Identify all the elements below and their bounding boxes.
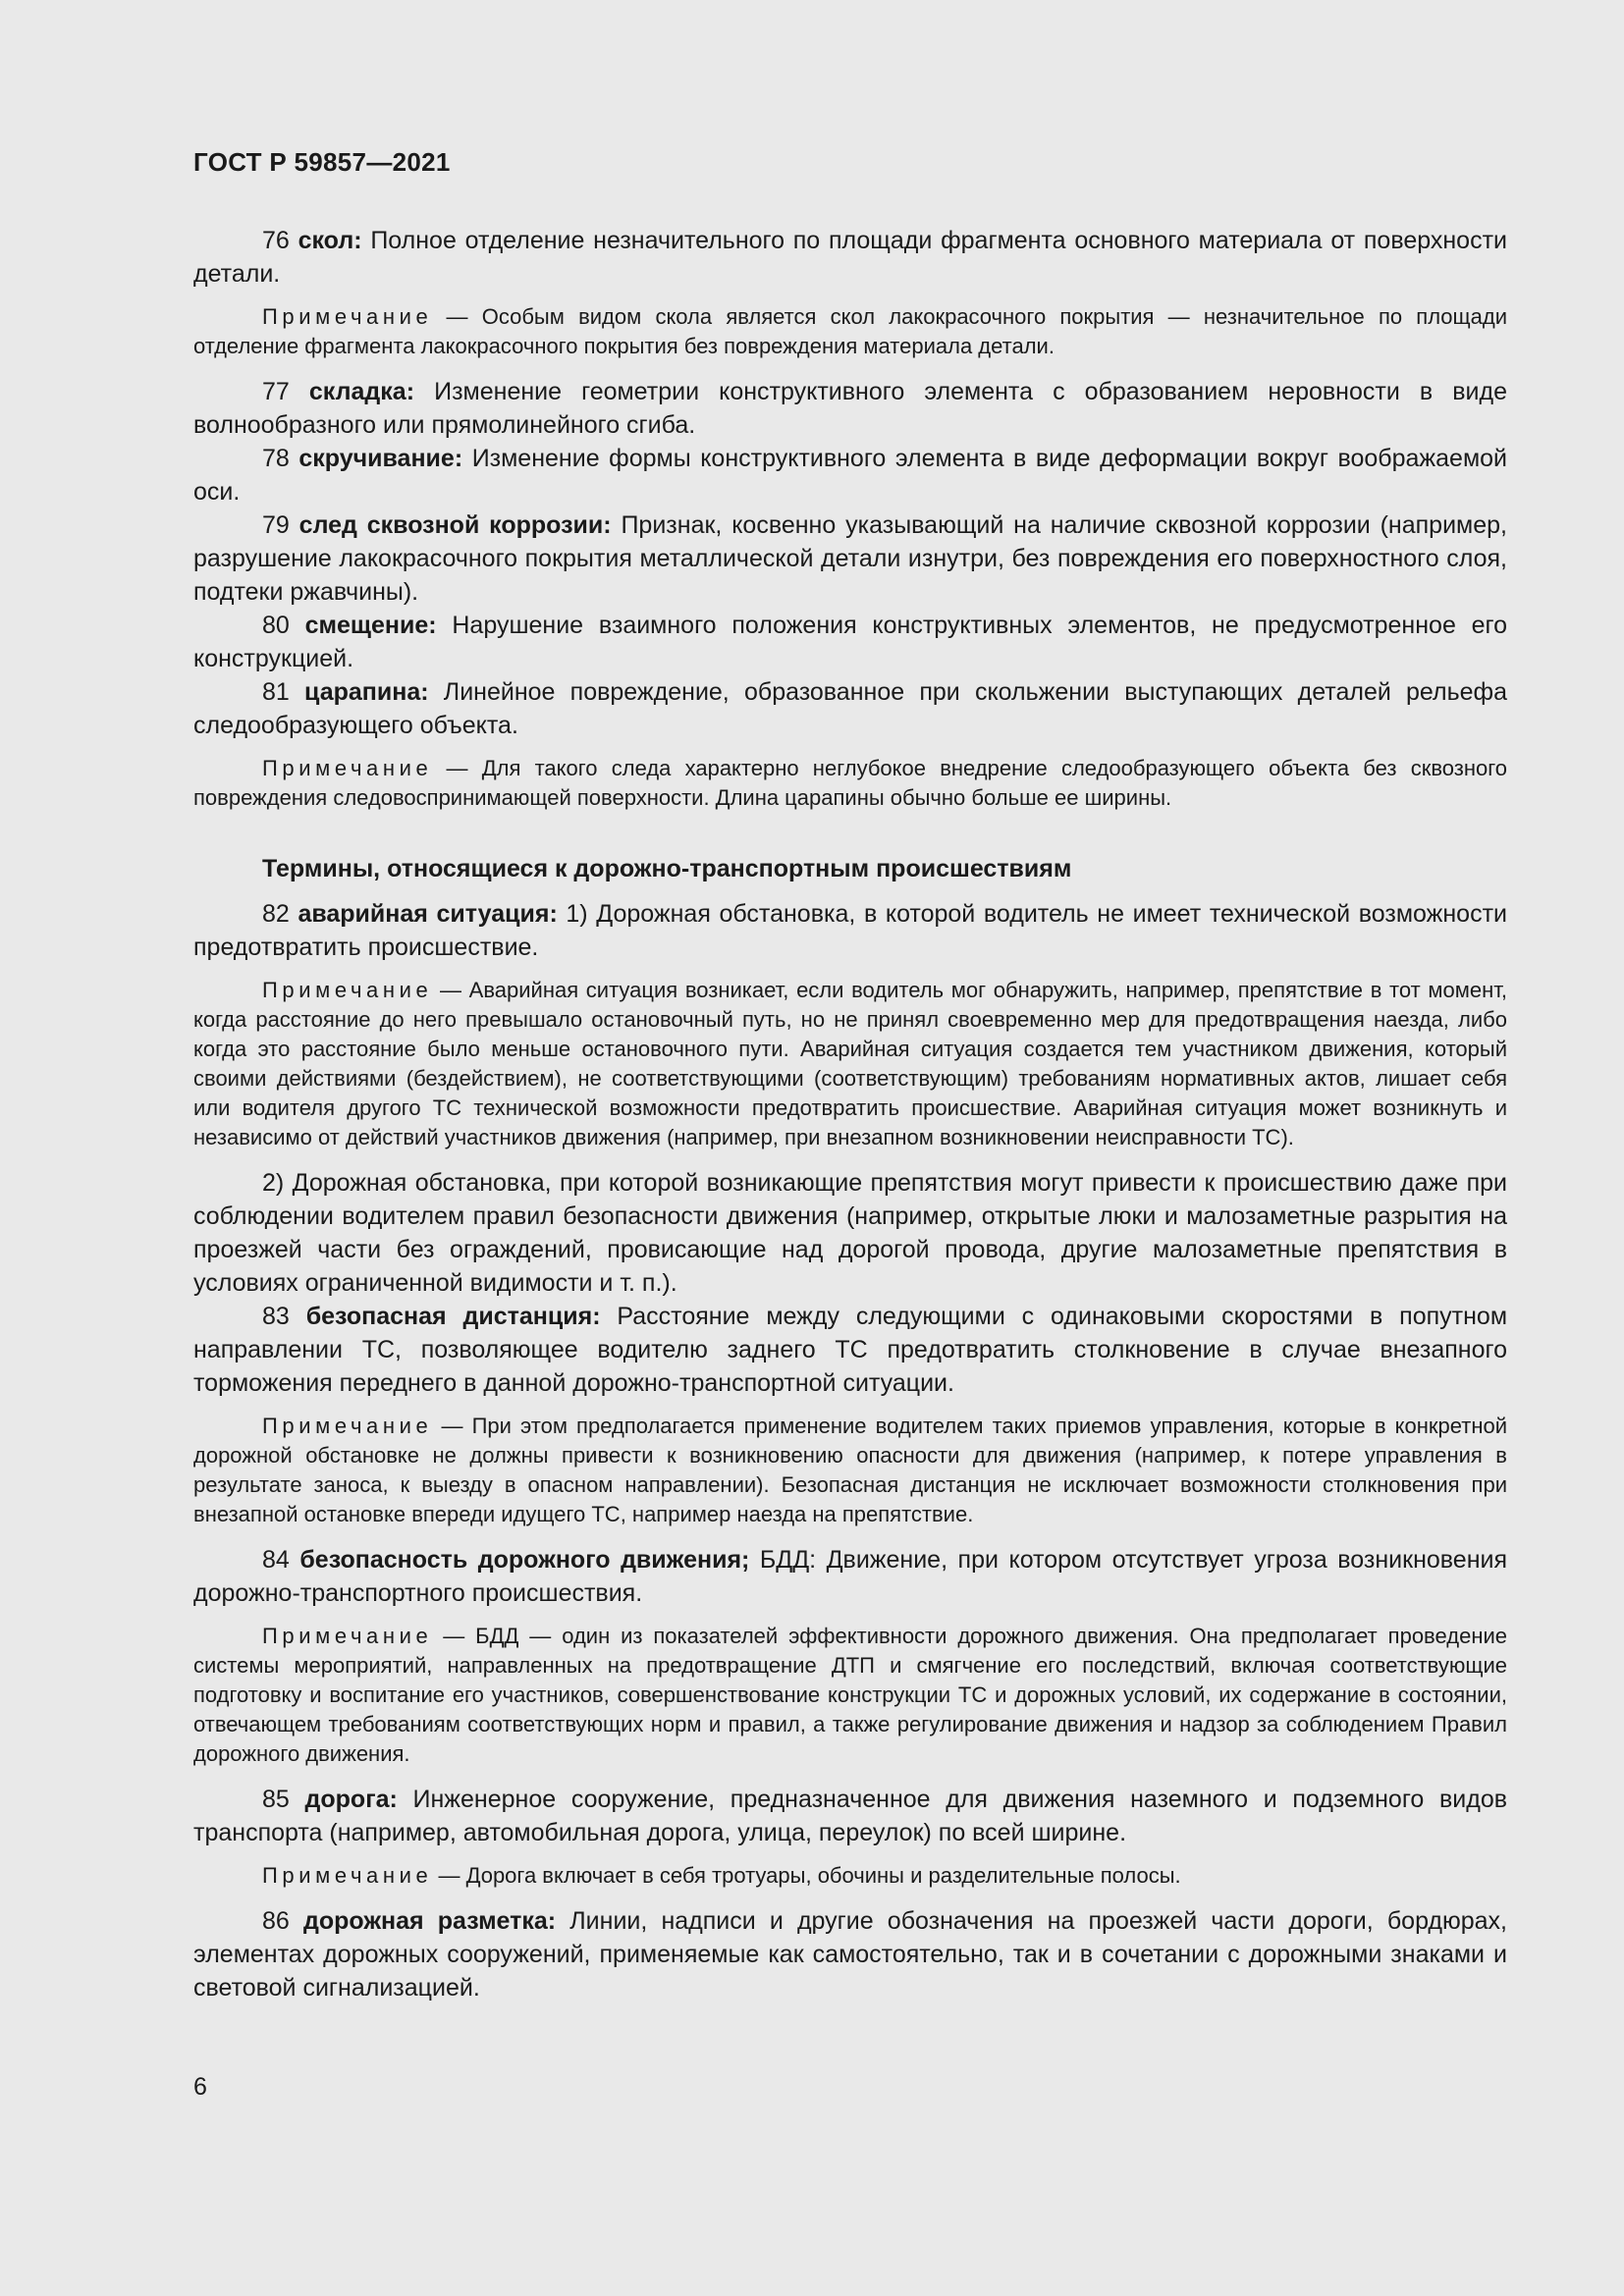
entry-number: 81 xyxy=(262,678,290,706)
note-85 xyxy=(193,1861,1507,1891)
term-entry-77 xyxy=(193,375,1507,442)
entry-term: дорога: xyxy=(304,1786,398,1813)
entry-term: скручивание: xyxy=(298,445,463,472)
entry-term: смещение: xyxy=(304,612,437,639)
term-entry-86 xyxy=(193,1904,1507,2004)
entry-definition: 1) Дорожная обстановка, в которой водитель не имеет технической возможности предотвратить происшествие. xyxy=(193,900,1507,961)
page-number: 6 xyxy=(193,2073,207,2101)
entry-number: 82 xyxy=(262,900,290,928)
entry-term: складка: xyxy=(308,378,415,405)
term-entry-79 xyxy=(193,508,1507,609)
document-header: ГОСТ Р 59857—2021 xyxy=(193,147,451,177)
entry-term: дорожная разметка: xyxy=(302,1907,557,1935)
term-entry-82-part-2: 2) Дорожная обстановка, при которой возникающие препятствия могут привести к происшествию даже при соблюдении водителем правил безопасности движения (например, открытые люки и малозаметные разрытия на проезжей части без ограждений, провисающие над дорогой провода, другие малозаметные препятствия в условиях ограниченной видимости и т. п.). xyxy=(193,1169,1507,1297)
entry-number: 80 xyxy=(262,612,290,639)
entry-definition: Линейное повреждение, образованное при скольжении выступающих деталей рельефа следообразующего объекта. xyxy=(193,678,1507,739)
entry-definition: БДД: Движение, при котором отсутствует угроза возникновения дорожно-транспортного происшествия. xyxy=(193,1546,1508,1607)
document-body xyxy=(193,224,1507,2004)
note-label: Примечание xyxy=(262,978,433,1002)
term-entry-80 xyxy=(193,609,1507,675)
note-82 xyxy=(193,976,1507,1152)
note-label: Примечание xyxy=(262,304,433,329)
term-entry-83 xyxy=(193,1300,1507,1400)
entry-term: аварийная ситуация: xyxy=(298,900,558,928)
entry-definition: Полное отделение незначительного по площади фрагмента основного материала от поверхности детали. xyxy=(193,227,1507,288)
term-entry-78 xyxy=(193,442,1507,508)
entry-term: скол: xyxy=(298,227,362,254)
section-heading: Термины, относящиеся к дорожно-транспортным происшествиям xyxy=(262,855,1072,882)
term-entry-81 xyxy=(193,675,1507,742)
term-entry-76 xyxy=(193,224,1507,291)
note-text: — Дорога включает в себя тротуары, обочины и разделительные полосы. xyxy=(432,1863,1181,1888)
entry-number: 79 xyxy=(262,511,290,539)
entry-term: безопасная дистанция: xyxy=(305,1303,601,1330)
entry-number: 76 xyxy=(262,227,290,254)
term-entry-82 xyxy=(193,897,1507,964)
note-81 xyxy=(193,754,1507,813)
note-text: — Для такого следа характерно неглубокое внедрение следообразующего объекта без сквозного повреждения следовоспринимающей поверхности. Длина царапины обычно больше ее ширины. xyxy=(193,756,1507,810)
entry-definition: Изменение геометрии конструктивного элемента с образованием неровности в виде волнообразного или прямолинейного сгиба. xyxy=(193,378,1507,439)
note-text: — Особым видом скола является скол лакокрасочного покрытия — незначительное по площади отделение фрагмента лакокрасочного покрытия без повреждения материала детали. xyxy=(193,304,1507,358)
entry-number: 83 xyxy=(262,1303,290,1330)
entry-term: безопасность дорожного движения; xyxy=(299,1546,750,1574)
note-label: Примечание xyxy=(262,1624,433,1648)
entry-number: 84 xyxy=(262,1546,290,1574)
term-entry-84 xyxy=(193,1543,1507,1610)
entry-definition: Нарушение взаимного положения конструктивных элементов, не предусмотренное его конструкцией. xyxy=(193,612,1507,672)
note-label: Примечание xyxy=(262,756,433,780)
term-entry-85 xyxy=(193,1783,1507,1849)
note-83 xyxy=(193,1412,1507,1529)
entry-number: 85 xyxy=(262,1786,290,1813)
note-84 xyxy=(193,1622,1507,1769)
entry-number: 77 xyxy=(262,378,290,405)
note-text: — Аварийная ситуация возникает, если водитель мог обнаружить, например, препятствие в тот момент, когда расстояние до него превышало остановочный путь, но не принял своевременно мер для предотвращения наезда, либо когда это расстояние было меньше остановочного пути. Аварийная ситуация создается тем участником движения, который своими действиями (бездействием), не соответствующими (соответствующим) требованиям нормативных актов, лишает себя или водителя другого ТС технической возможности предотвратить происшествие. Аварийная ситуация может возникнуть и независимо от действий участников движения (например, при внезапном возникновении неисправности ТС). xyxy=(193,978,1507,1149)
entry-definition: Расстояние между следующими с одинаковыми скоростями в попутном направлении ТС, позволяющее водителю заднего ТС предотвратить столкновение в случае внезапного торможения переднего в данной дорожно-транспортной ситуации. xyxy=(193,1303,1508,1397)
entry-term: царапина: xyxy=(304,678,429,706)
entry-term: след сквозной коррозии: xyxy=(298,511,612,539)
entry-definition: Признак, косвенно указывающий на наличие сквозной коррозии (например, разрушение лакокрасочного покрытия металлической детали изнутри, без повреждения его поверхностного слоя, подтеки ржавчины). xyxy=(193,511,1507,606)
note-label: Примечание xyxy=(262,1414,433,1438)
entry-definition: Изменение формы конструктивного элемента в виде деформации вокруг воображаемой оси. xyxy=(193,445,1507,506)
note-label: Примечание xyxy=(262,1863,433,1888)
entry-definition: Инженерное сооружение, предназначенное для движения наземного и подземного видов транспорта (например, автомобильная дорога, улица, переулок) по всей ширине. xyxy=(193,1786,1508,1846)
note-76 xyxy=(193,302,1507,361)
note-text: — БДД — один из показателей эффективности дорожного движения. Она предполагает проведение системы мероприятий, направленных на предотвращение ДТП и смягчение его последствий, включая соответствующие подготовку и воспитание его участников, совершенствование конструкции ТС и дорожных условий, их содержание в состоянии, отвечающем требованиям соответствующих норм и правил, а также регулирование движения и надзор за соблюдением Правил дорожного движения. xyxy=(193,1624,1507,1766)
entry-definition: Линии, надписи и другие обозначения на проезжей части дороги, бордюрах, элементах дорожных сооружений, применяемые как самостоятельно, так и в сочетании с дорожными знаками и световой сигнализацией. xyxy=(193,1907,1508,2002)
entry-number: 78 xyxy=(262,445,290,472)
entry-number: 86 xyxy=(262,1907,290,1935)
note-text: — При этом предполагается применение водителем таких приемов управления, которые в конкретной дорожной обстановке не должны привести к возникновению опасности для движения (например, к потере управления в результате заноса, к выезду в опасном направлении). Безопасная дистанция не исключает возможности столкновения при внезапной остановке впереди идущего ТС, например наезда на препятствие. xyxy=(193,1414,1507,1526)
